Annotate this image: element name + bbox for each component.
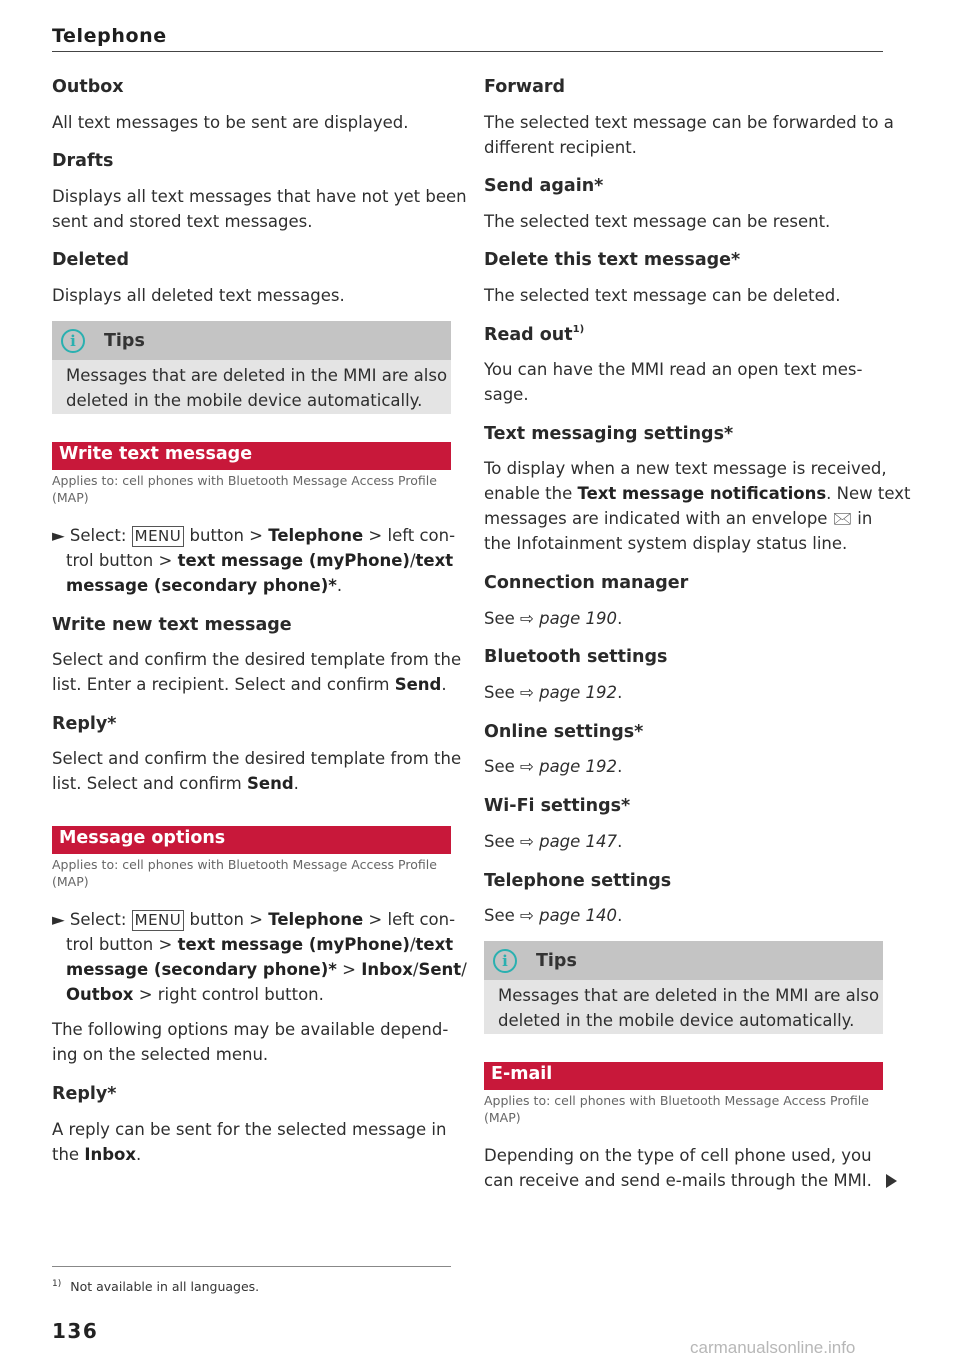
- read-out-text-1: You can have the MMI read an open text mes-: [484, 360, 863, 379]
- send-label: Send: [394, 675, 442, 694]
- page-number: 136: [52, 1319, 99, 1343]
- info-icon: i: [61, 329, 85, 353]
- step-text: ► Select:: [52, 526, 132, 545]
- menu-path-text: text: [415, 935, 454, 954]
- tms-text-4: the Infotainment system display status line.: [484, 534, 848, 553]
- reply-heading: Reply*: [52, 714, 117, 734]
- notifications-label: Text message notifications: [577, 484, 827, 503]
- body-text: . New text: [826, 484, 911, 503]
- send-again-text: The selected text message can be resent.: [484, 212, 831, 231]
- delete-message-text: The selected text message can be deleted.: [484, 286, 841, 305]
- body-text: .: [617, 609, 623, 628]
- applies-to-note: [52, 856, 437, 890]
- instruction-line: [52, 523, 455, 548]
- tms-text-1: To display when a new text message is received,: [484, 459, 887, 478]
- step-text: button >: [184, 910, 269, 929]
- step-text: .: [336, 576, 343, 595]
- menu-path-text: text: [415, 551, 454, 570]
- wifi-settings-ref: [484, 829, 622, 854]
- instruction-line: [66, 932, 453, 957]
- body-text: See: [484, 832, 521, 851]
- outbox-text: All text messages to be sent are displayed.: [52, 113, 409, 132]
- step-text: button >: [184, 526, 269, 545]
- page-link[interactable]: ⇨ page 190: [520, 609, 618, 628]
- section-banner-message-options: [52, 826, 451, 854]
- deleted-text: Displays all deleted text messages.: [52, 286, 345, 305]
- write-new-heading: Write new text message: [52, 615, 292, 635]
- email-text-2: can receive and send e-mails through the MMI.: [484, 1171, 872, 1190]
- reply-sent-text-2: [52, 1142, 141, 1167]
- continue-arrow-icon: [886, 1174, 897, 1188]
- body-text: .: [293, 774, 299, 793]
- footnote-rule: [52, 1266, 451, 1267]
- tips-label: Tips: [536, 951, 577, 971]
- heading-text: Read out: [484, 325, 573, 345]
- body-text: See: [484, 683, 521, 702]
- step-text: /: [409, 935, 416, 954]
- reply-heading: Reply*: [52, 1084, 117, 1104]
- body-text: See: [484, 609, 521, 628]
- write-new-text-2: [52, 672, 447, 697]
- step-text: trol button >: [66, 935, 178, 954]
- menu-key: MENU: [132, 910, 185, 931]
- text-messaging-settings-heading: Text messaging settings*: [484, 424, 734, 444]
- write-new-text-1: Select and confirm the desired template from the: [52, 650, 462, 669]
- tips-line: deleted in the mobile device automatically.: [66, 391, 423, 410]
- section-title: Message options: [59, 828, 226, 848]
- step-text: > left con-: [363, 526, 456, 545]
- read-out-heading: [484, 324, 584, 345]
- applies-line: (MAP): [52, 490, 89, 505]
- body-text: messages are indicated with an envelope: [484, 509, 833, 528]
- body-text: .: [617, 906, 623, 925]
- menu-path-telephone: Telephone: [268, 910, 364, 929]
- body-text: .: [617, 683, 623, 702]
- telephone-settings-heading: Telephone settings: [484, 871, 672, 891]
- delete-message-heading: Delete this text message*: [484, 250, 741, 270]
- tips-header: [484, 941, 883, 980]
- envelope-icon: 🖂: [832, 509, 852, 528]
- email-text-1: Depending on the type of cell phone used, you: [484, 1146, 872, 1165]
- step-text: trol button >: [66, 551, 178, 570]
- instruction-line: [66, 548, 453, 573]
- step-text: > right control button.: [133, 985, 324, 1004]
- following-text-1: The following options may be available depend-: [52, 1020, 449, 1039]
- following-text-2: ing on the selected menu.: [52, 1045, 269, 1064]
- footnote-ref: 1): [572, 324, 585, 335]
- page-link[interactable]: ⇨ page 192: [520, 683, 618, 702]
- header-rule: [52, 51, 883, 52]
- wifi-settings-heading: Wi-Fi settings*: [484, 796, 631, 816]
- tms-text-2: [484, 481, 910, 506]
- online-settings-heading: Online settings*: [484, 722, 644, 742]
- applies-to-note: [484, 1092, 869, 1126]
- page-header-title: Telephone: [52, 25, 167, 47]
- tips-header: [52, 321, 451, 360]
- menu-path-text-message: text message (myPhone): [177, 551, 410, 570]
- applies-line: (MAP): [484, 1110, 521, 1125]
- tips-line: Messages that are deleted in the MMI are also: [498, 986, 880, 1005]
- applies-line: Applies to: cell phones with Bluetooth Message Access Profile: [52, 473, 437, 488]
- body-text: .: [617, 832, 623, 851]
- footnote-text: Not available in all languages.: [70, 1279, 260, 1294]
- outbox-heading: Outbox: [52, 77, 124, 97]
- footnote-mark: 1): [52, 1279, 62, 1289]
- footnote: [52, 1279, 259, 1294]
- step-text: /: [409, 551, 416, 570]
- body-text: .: [441, 675, 447, 694]
- body-text: .: [136, 1145, 142, 1164]
- forward-heading: Forward: [484, 77, 566, 97]
- step-text: ► Select:: [52, 910, 132, 929]
- menu-path-telephone: Telephone: [268, 526, 364, 545]
- body-text: in: [852, 509, 873, 528]
- menu-path-sent: Sent: [418, 960, 462, 979]
- menu-path-outbox: Outbox: [66, 985, 134, 1004]
- tms-text-3: [484, 506, 872, 531]
- bluetooth-settings-ref: [484, 680, 622, 705]
- forward-text-2: different recipient.: [484, 138, 637, 157]
- drafts-text-1: Displays all text messages that have not yet been: [52, 187, 467, 206]
- tips-box: [484, 941, 883, 1034]
- body-text: See: [484, 757, 521, 776]
- menu-path-secondary: message (secondary phone)*: [66, 960, 337, 979]
- forward-text-1: The selected text message can be forwarded to a: [484, 113, 894, 132]
- page-link[interactable]: ⇨ page 147: [520, 832, 618, 851]
- menu-key: MENU: [132, 526, 185, 547]
- tips-label: Tips: [104, 331, 145, 351]
- reply-text-1: Select and confirm the desired template from the: [52, 749, 462, 768]
- send-again-heading: Send again*: [484, 176, 604, 196]
- connection-manager-ref: [484, 606, 622, 631]
- menu-path-text-message: text message (myPhone): [177, 935, 410, 954]
- body-text: list. Enter a recipient. Select and confirm: [52, 675, 395, 694]
- body-text: See: [484, 906, 521, 925]
- watermark: carmanualsonline.info: [690, 1338, 856, 1357]
- menu-path-inbox: Inbox: [361, 960, 413, 979]
- read-out-text-2: sage.: [484, 385, 529, 404]
- instruction-line: [66, 573, 342, 598]
- tips-text: [498, 983, 879, 1033]
- bluetooth-settings-heading: Bluetooth settings: [484, 647, 668, 667]
- applies-line: Applies to: cell phones with Bluetooth Message Access Profile: [52, 857, 437, 872]
- tips-text: [66, 363, 447, 413]
- step-text: >: [336, 960, 362, 979]
- applies-line: Applies to: cell phones with Bluetooth Message Access Profile: [484, 1093, 869, 1108]
- tips-box: [52, 321, 451, 414]
- telephone-settings-ref: [484, 903, 622, 928]
- applies-line: (MAP): [52, 874, 89, 889]
- body-text: .: [617, 757, 623, 776]
- body-text: list. Select and confirm: [52, 774, 247, 793]
- step-text: /: [461, 960, 467, 979]
- instruction-line: [52, 907, 455, 932]
- drafts-heading: Drafts: [52, 151, 114, 171]
- deleted-heading: Deleted: [52, 250, 130, 270]
- applies-to-note: [52, 472, 437, 506]
- step-text: /: [412, 960, 419, 979]
- instruction-line: [66, 982, 324, 1007]
- section-title: E-mail: [491, 1064, 553, 1084]
- body-text: the: [52, 1145, 85, 1164]
- page-link[interactable]: ⇨ page 192: [520, 757, 618, 776]
- page-link[interactable]: ⇨ page 140: [520, 906, 618, 925]
- section-banner-write-text-message: [52, 442, 451, 470]
- instruction-line: [66, 957, 467, 982]
- reply-text-2: [52, 771, 299, 796]
- inbox-label: Inbox: [84, 1145, 137, 1164]
- online-settings-ref: [484, 754, 622, 779]
- tips-line: Messages that are deleted in the MMI are also: [66, 366, 448, 385]
- connection-manager-heading: Connection manager: [484, 573, 689, 593]
- send-label: Send: [247, 774, 294, 793]
- body-text: enable the: [484, 484, 578, 503]
- info-icon: i: [493, 949, 517, 973]
- reply-sent-text-1: A reply can be sent for the selected message in: [52, 1120, 447, 1139]
- section-title: Write text message: [59, 444, 253, 464]
- section-banner-email: [484, 1062, 883, 1090]
- tips-line: deleted in the mobile device automatically.: [498, 1011, 855, 1030]
- step-text: > left con-: [363, 910, 456, 929]
- drafts-text-2: sent and stored text messages.: [52, 212, 313, 231]
- menu-path-secondary: message (secondary phone)*: [66, 576, 337, 595]
